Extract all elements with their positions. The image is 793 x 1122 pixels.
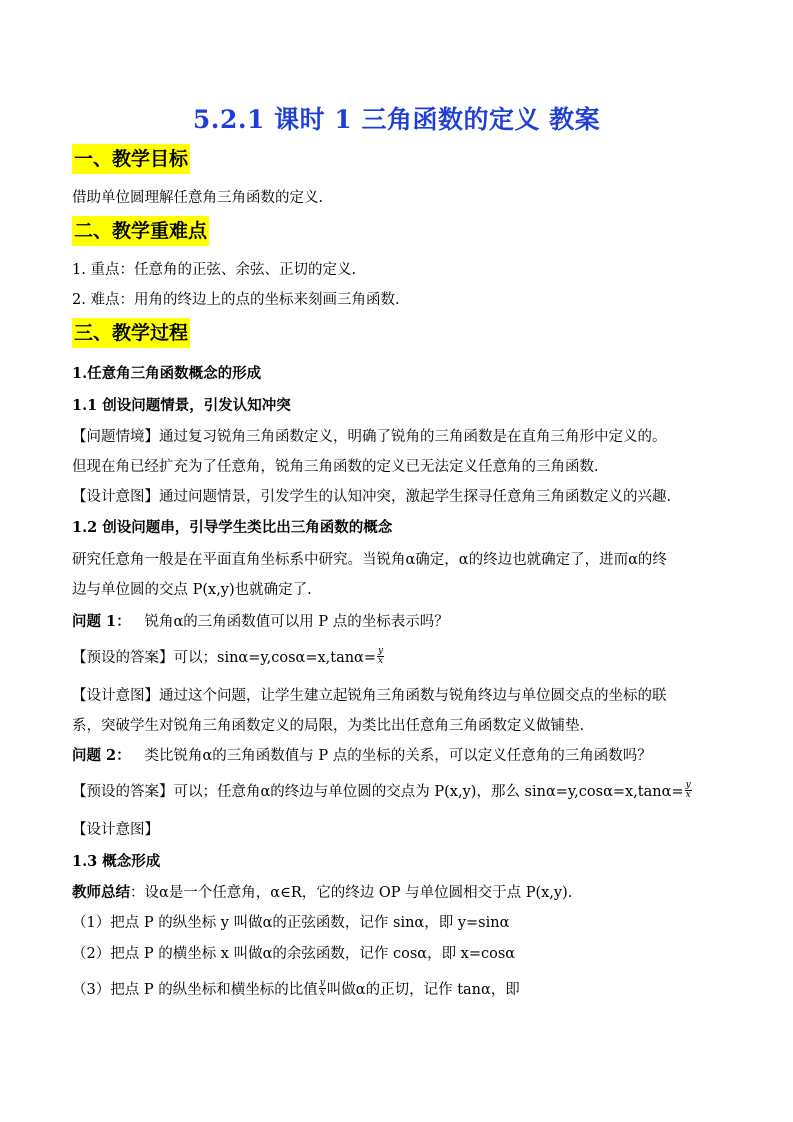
section-heading-process: 三、教学过程 — [72, 318, 190, 348]
question-2-text: 类比锐角α的三角函数值与 P 点的坐标的关系，可以定义任意角的三角函数吗？ — [144, 748, 652, 764]
teacher-summary-label: 教师总结 — [72, 884, 130, 901]
definition-item-2: （2）把点 P 的横坐标 x 叫做α的余弦函数，记作 cosα，即 x=cosα — [72, 946, 516, 962]
subheading-1-3: 1.3 概念形成 — [72, 853, 161, 870]
section-heading-key-points: 二、教学重难点 — [72, 216, 209, 246]
paragraph-design-intent-2b: 系，突破学生对锐角三角函数定义的局限，为类比出任意角三角函数定义做铺垫. — [72, 718, 585, 734]
teacher-summary-text: ：设α是一个任意角，α∈R，它的终边 OP 与单位圆相交于点 P(x,y). — [130, 885, 573, 901]
definition-item-3 — [72, 977, 520, 1000]
question-2-label: 问题 2： — [72, 747, 131, 764]
definition-item-1: （1）把点 P 的纵坐标 y 叫做α的正弦函数，记作 sinα，即 y=sinα — [72, 915, 510, 931]
fraction-denominator-2: x — [685, 789, 691, 800]
answer-1-text: 【预设的答案】可以；sinα=y,cosα=x,tanα= — [72, 650, 377, 666]
teacher-summary — [72, 883, 572, 903]
paragraph-study-2: 边与单位圆的交点 P(x,y)也就确定了. — [72, 582, 312, 598]
fraction-numerator-3: y — [319, 977, 325, 988]
fraction-numerator: y — [378, 645, 384, 656]
key-point-1: 1. 重点：任意角的正弦、余弦、正切的定义. — [72, 262, 357, 278]
answer-2 — [72, 779, 693, 802]
paragraph-problem-situation-2: 但现在角已经扩充为了任意角，锐角三角函数的定义已无法定义任意角的三角函数. — [72, 459, 599, 475]
answer-1 — [72, 645, 385, 668]
fraction-y-over-x — [377, 647, 384, 666]
fraction-denominator-3: x — [319, 987, 325, 998]
paragraph-design-intent-3: 【设计意图】 — [72, 822, 159, 838]
definition-item-3-text-b: 叫做α的正切，记作 tanα，即 — [326, 982, 520, 998]
key-point-2: 2. 难点：用角的终边上的点的坐标来刻画三角函数. — [72, 292, 400, 308]
section-heading-goals: 一、教学目标 — [72, 144, 190, 174]
paragraph-study-1: 研究任意角一般是在平面直角坐标系中研究。当锐角α确定，α的终边也就确定了，进而α的终 — [72, 552, 667, 568]
question-2 — [72, 746, 652, 766]
goal-text: 借助单位圆理解任意角三角函数的定义. — [72, 190, 324, 206]
fraction-denominator: x — [378, 655, 384, 666]
definition-item-3-text-a: （3）把点 P 的纵坐标和横坐标的比值 — [72, 982, 318, 998]
fraction-numerator-2: y — [685, 779, 691, 790]
question-1-text: 锐角α的三角函数值可以用 P 点的坐标表示吗？ — [144, 614, 449, 630]
question-1-label: 问题 1： — [72, 613, 131, 630]
page-title: 5.2.1 课时 1 三角函数的定义 教案 — [192, 105, 601, 134]
fraction-y-over-x-3 — [319, 979, 326, 998]
answer-2-text: 【预设的答案】可以；任意角α的终边与单位圆的交点为 P(x,y)，那么 sinα=y,cosα=x,tanα= — [72, 784, 684, 800]
paragraph-design-intent-1: 【设计意图】通过问题情景，引发学生的认知冲突，激起学生探寻任意角三角函数定义的兴趣. — [72, 489, 672, 505]
subheading-1-2: 1.2 创设问题串，引导学生类比出三角函数的概念 — [72, 519, 393, 536]
fraction-y-over-x-2 — [685, 781, 692, 800]
paragraph-problem-situation-1: 【问题情境】通过复习锐角三角函数定义，明确了锐角的三角函数是在直角三角形中定义的。 — [72, 429, 667, 445]
paragraph-design-intent-2a: 【设计意图】通过这个问题，让学生建立起锐角三角函数与锐角终边与单位圆交点的坐标的联 — [72, 688, 667, 704]
subheading-1-1: 1.1 创设问题情景，引发认知冲突 — [72, 397, 291, 414]
subheading-1: 1.任意角三角函数概念的形成 — [72, 365, 262, 382]
question-1 — [72, 612, 449, 632]
